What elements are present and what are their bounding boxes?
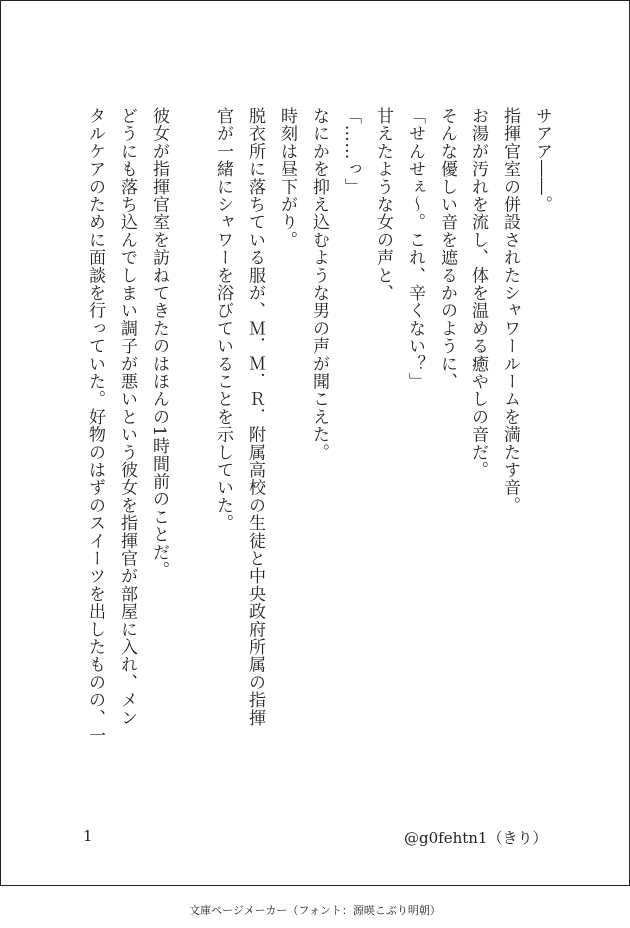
text-line: そんな優しい音を遮るかのように、	[437, 107, 457, 391]
page-number: 1	[83, 827, 93, 845]
text-line: サアア――。	[532, 107, 552, 214]
text-line: 「せんせぇ〜。これ、辛くない？」	[405, 107, 425, 391]
text-line: どうにも落ち込んでしまい調子が悪いという彼女を指揮官が部屋に入れ、メン	[117, 107, 137, 727]
text-line: 彼女が指揮官室を訪ねてきたのはほんの1時間前のことだ。	[149, 107, 169, 579]
text-line: お湯が汚れを流し、体を温める癒やしの音だ。	[468, 107, 488, 479]
text-line: 官が一緒にシャワーを浴びていることを示していた。	[213, 107, 233, 532]
text-line: 「……っ」	[341, 107, 361, 196]
text-line: 時刻は昼下がり。	[277, 107, 297, 249]
text-line: 脱衣所に落ちている服が、Ｍ．Ｍ．Ｒ．附属高校の生徒と中央政府所属の指揮	[245, 107, 265, 727]
text-line: 指揮官室の併設されたシャワールームを満たす音。	[500, 107, 520, 515]
author-handle: @g0fehtn1（きり）	[404, 829, 548, 847]
generator-caption: 文庫ページメーカー（フォント：源暎こぶり明朝）	[189, 904, 441, 917]
text-line: 甘えたような女の声と、	[373, 107, 393, 302]
text-line: なにかを抑え込むような男の声が聞こえた。	[309, 107, 329, 461]
text-line: タルケアのために面談を行っていた。好物のはずのスイーツを出したものの、一	[85, 107, 105, 745]
